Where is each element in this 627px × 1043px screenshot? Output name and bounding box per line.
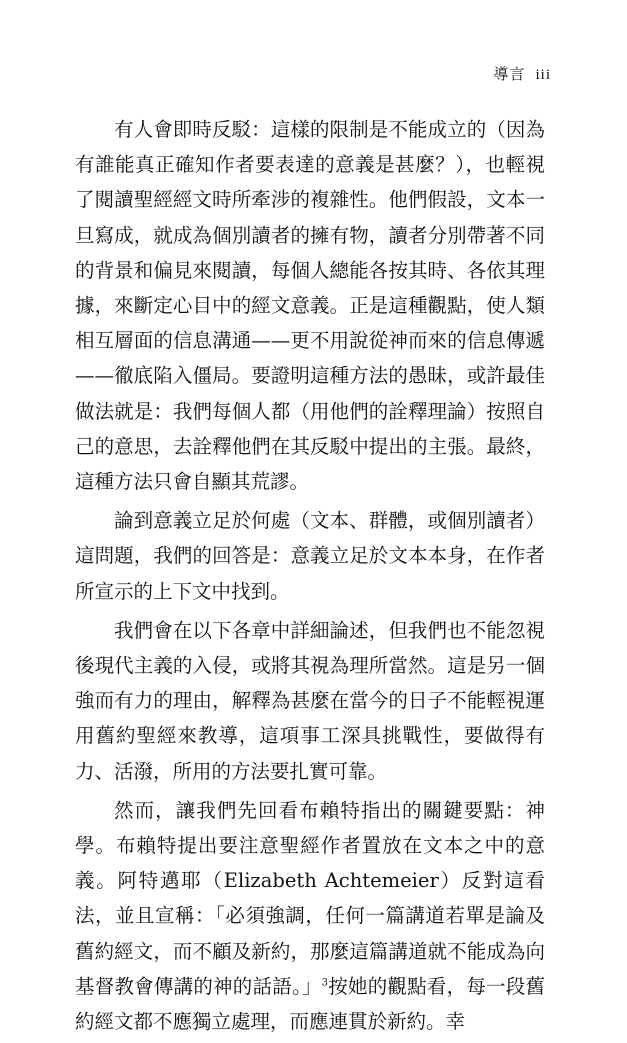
paragraph-1: 有人會即時反駁：這樣的限制是不能成立的（因為有誰能真正確知作者要表達的意義是甚麼？），也輕視了閱讀聖經經文時所牽涉的複雜性。他們假設，文本一旦寫成，就成為個別讀者的擁有物，讀者分別帶著不同的背景和偏見來閱讀，每個人總能各按其時、各依其理據，來斷定心目中的經文意義。正是這種觀點，使人類相互層面的信息溝通——更不用說從神而來的信息傳遞——徹底陷入僵局。要證明這種方法的愚昧，或許最佳做法就是：我們每個人都（用他們的詮釋理論）按照自己的意思，去詮釋他們在其反駁中提出的主張。最終，這種方法只會自顯其荒謬。: [75, 118, 545, 494]
page-number: iii: [535, 67, 551, 83]
paragraph-4-continuation: 按她的觀點看，每一段舊約經文都不應獨立處理，而應連貫於新約。幸: [75, 974, 545, 1034]
body-text: [75, 112, 545, 1043]
chapter-title: 導言: [493, 65, 526, 83]
paragraph-3: 我們會在以下各章中詳細論述，但我們也不能忽視後現代主義的入侵，或將其視為理所當然。這是另一個強而有力的理由，解釋為甚麼在當今的日子不能輕視運用舊約聖經來教導，這項事工深具挑戰性，要做得有力、活潑，所用的方法要扎實可靠。: [75, 618, 545, 783]
running-head: [493, 63, 551, 84]
paragraph-4-text: 然而，讓我們先回看布賴特指出的關鍵要點：神學。布賴特提出要注意聖經作者置放在文本之中的意義。阿特邁耶（Elizabeth Achtemeier）反對這看法，並且宣稱：「必須強調，任何一篇講道若單是論及舊約經文，而不顧及新約，那麼這篇講道就不能成為向基督教會傳講的神的話語。」: [75, 798, 545, 998]
paragraph-2: 論到意義立足於何處（文本、群體，或個別讀者）這問題，我們的回答是：意義立足於文本本身，在作者所宣示的上下文中找到。: [75, 509, 545, 603]
footnote-marker: 3: [321, 977, 329, 989]
paragraph-4: [75, 793, 545, 1039]
